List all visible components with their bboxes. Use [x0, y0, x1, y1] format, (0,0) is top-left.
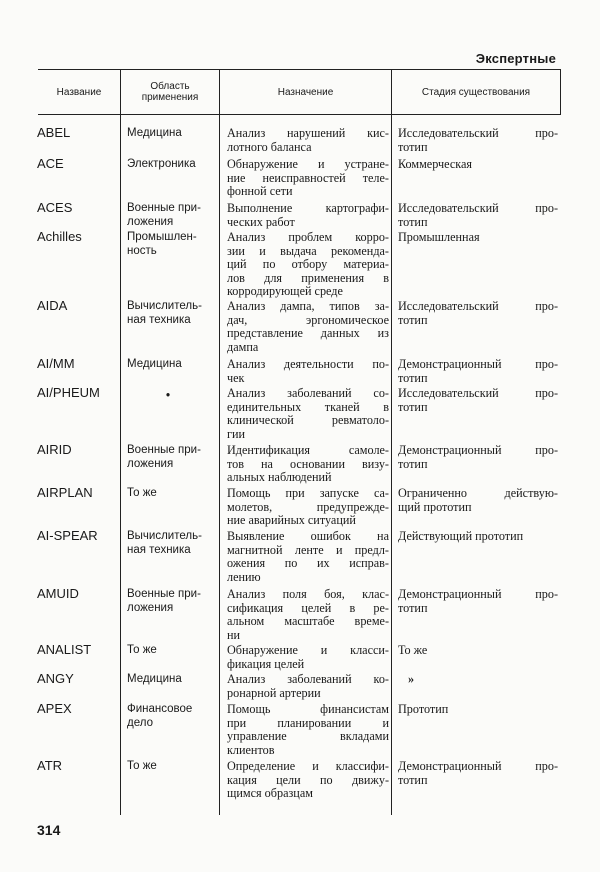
cell-area: Промышлен- ность	[127, 231, 197, 257]
column-divider	[391, 69, 392, 815]
cell-purpose	[227, 530, 389, 584]
text-line: Анализ нарушений кис-	[227, 126, 389, 140]
text-line: ожения по их исправ-	[227, 556, 389, 571]
text-line: Определение и классифи-	[227, 759, 389, 773]
column-divider	[120, 69, 121, 815]
cell-name: AIRID	[37, 442, 72, 457]
cell-stage	[398, 588, 558, 615]
text-line: Обнаружение и устране-	[227, 157, 389, 171]
text-line: ние аварийных ситуаций	[227, 513, 356, 528]
cell-name: ACES	[37, 200, 73, 215]
text-line: Выявление ошибок на	[227, 529, 389, 543]
text-line: тотип	[398, 399, 428, 414]
text-line: ческих работ	[227, 214, 295, 229]
column-divider	[560, 69, 561, 115]
cell-name: Achilles	[37, 229, 82, 244]
text-line: сификация целей в ре-	[227, 600, 389, 615]
text-line: Исследовательский про-	[398, 299, 558, 313]
cell-area: Военные при- ложения	[127, 444, 201, 470]
cell-area: Военные при- ложения	[127, 202, 201, 228]
text-line: тотип	[398, 600, 428, 615]
text-line: Демонстрационный про-	[398, 443, 558, 457]
cell-stage: Действующий прототип	[398, 529, 524, 543]
cell-name: ACE	[37, 156, 64, 171]
cell-purpose	[227, 202, 389, 229]
cell-purpose	[227, 444, 389, 485]
text-line: Помощь при запуске са-	[227, 486, 389, 500]
text-line: при планировании и	[227, 715, 389, 730]
cell-area: Медицина	[127, 673, 182, 685]
text-line: Ограниченно действую-	[398, 486, 558, 500]
text-line: Анализ заболеваний со-	[227, 386, 389, 400]
cell-stage	[398, 202, 558, 229]
cell-stage	[398, 127, 558, 154]
text-line: ни	[227, 627, 241, 642]
text-line: магнитной ленте и предл-	[227, 542, 389, 557]
cell-stage: Коммерческая	[398, 157, 473, 171]
cell-purpose	[227, 127, 389, 154]
cell-purpose	[227, 231, 389, 299]
text-line: Демонстрационный про-	[398, 587, 558, 601]
cell-purpose	[227, 300, 389, 354]
cell-area: Финансовое дело	[127, 703, 193, 729]
text-line: тотип	[398, 312, 428, 327]
text-line: Исследовательский про-	[398, 201, 558, 215]
text-line: управление вкладами	[227, 729, 389, 744]
cell-name: ANALIST	[37, 642, 92, 657]
text-line: ронарной артерии	[227, 685, 321, 700]
text-line: лов для применения в	[227, 270, 389, 285]
cell-purpose	[227, 158, 389, 199]
cell-stage: То же	[398, 643, 428, 657]
cell-name: AIRPLAN	[37, 485, 93, 500]
header-bottom-rule	[38, 114, 561, 115]
text-line: дампа	[227, 339, 259, 354]
text-line: Анализ дампа, типов за-	[227, 299, 389, 313]
cell-area: Электроника	[127, 158, 196, 170]
cell-purpose	[227, 703, 389, 757]
cell-stage	[398, 760, 558, 787]
text-line: гии	[227, 426, 246, 441]
text-line: Идентификация самоле-	[227, 443, 389, 457]
text-line: Исследовательский про-	[398, 126, 558, 140]
text-line: Анализ поля боя, клас-	[227, 587, 389, 601]
cell-name: ANGY	[37, 671, 74, 686]
text-line: тотип	[398, 139, 428, 154]
text-line: тотип	[398, 772, 428, 787]
cell-area: Военные при- ложения	[127, 588, 201, 614]
running-head: Экспертные	[475, 51, 556, 66]
cell-purpose	[227, 487, 389, 528]
text-line: ние неисправностей теле-	[227, 170, 389, 185]
text-line: кация цели по движу-	[227, 772, 389, 787]
cell-area: То же	[127, 487, 157, 499]
cell-purpose	[227, 387, 389, 441]
cell-purpose	[227, 673, 389, 700]
text-line: тотип	[398, 370, 428, 385]
cell-name: AI/PHEUM	[37, 385, 100, 400]
text-line: представление данных из	[227, 326, 389, 341]
cell-area: Вычислитель- ная техника	[127, 300, 202, 326]
text-line: тотип	[398, 214, 428, 229]
text-line: альном масштабе време-	[227, 614, 389, 629]
cell-name: AI/MM	[37, 356, 75, 371]
cell-area: Медицина	[127, 127, 182, 139]
text-line: чек	[227, 370, 245, 385]
text-line: щий прототип	[398, 499, 472, 514]
column-header-area: Область применения	[141, 81, 199, 103]
text-line: Выполнение картографи-	[227, 201, 389, 215]
text-line: лотного баланса	[227, 139, 312, 154]
text-line: Помощь финансистам	[227, 702, 389, 716]
text-line: фонной сети	[227, 184, 293, 199]
text-line: Анализ деятельности по-	[227, 357, 389, 371]
cell-stage	[398, 387, 558, 414]
cell-name: ATR	[37, 758, 63, 773]
text-line: фикация целей	[227, 656, 305, 671]
text-line: клиентов	[227, 742, 275, 757]
text-line: ций по отбору материа-	[227, 257, 389, 272]
page-number: 314	[37, 822, 61, 838]
cell-area: То же	[127, 644, 157, 656]
cell-purpose	[227, 358, 389, 385]
column-header-name: Название	[56, 86, 102, 98]
cell-area: То же	[127, 760, 157, 772]
cell-stage: Прототип	[398, 702, 449, 716]
cell-purpose	[227, 588, 389, 642]
text-line: лению	[227, 569, 261, 584]
text-line: Демонстрационный про-	[398, 357, 558, 371]
cell-area: •	[166, 390, 171, 402]
text-line: корродирующей среде	[227, 284, 343, 299]
cell-purpose	[227, 644, 389, 671]
text-line: Обнаружение и класси-	[227, 643, 389, 657]
text-line: Анализ заболеваний ко-	[227, 672, 389, 686]
cell-stage: »	[408, 672, 415, 686]
text-line: молетов, предупрежде-	[227, 499, 389, 514]
cell-name: ABEL	[37, 125, 71, 140]
text-line: дач, эргономическое	[227, 312, 389, 327]
column-header-stage: Стадия существования	[421, 86, 531, 98]
text-line: щимся образцам	[227, 786, 313, 801]
column-divider	[219, 69, 220, 815]
column-header-purpose: Назначение	[277, 86, 334, 98]
text-line: клинической ревматоло-	[227, 413, 389, 428]
text-line: тотип	[398, 456, 428, 471]
text-line: зии и выдача рекоменда-	[227, 243, 389, 258]
cell-purpose	[227, 760, 389, 801]
cell-name: APEX	[37, 701, 72, 716]
cell-stage: Промышленная	[398, 230, 480, 244]
cell-name: AI-SPEAR	[37, 528, 98, 543]
cell-stage	[398, 444, 558, 471]
cell-area: Медицина	[127, 358, 182, 370]
cell-stage	[398, 487, 558, 514]
text-line: альных наблюдений	[227, 470, 332, 485]
cell-name: AMUID	[37, 586, 79, 601]
text-line: единительных тканей в	[227, 399, 389, 414]
text-line: Анализ проблем корро-	[227, 230, 389, 244]
text-line: Исследовательский про-	[398, 386, 558, 400]
cell-stage	[398, 358, 558, 385]
cell-stage	[398, 300, 558, 327]
cell-area: Вычислитель- ная техника	[127, 530, 202, 556]
text-line: Демонстрационный про-	[398, 759, 558, 773]
cell-name: AIDA	[37, 298, 68, 313]
text-line: тов на основании визу-	[227, 456, 389, 471]
